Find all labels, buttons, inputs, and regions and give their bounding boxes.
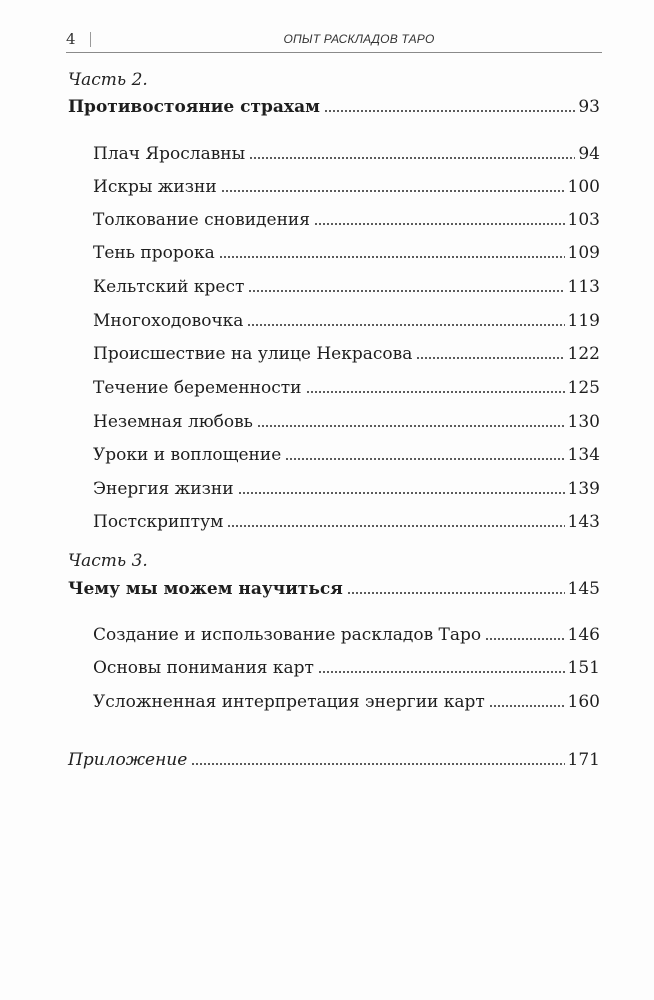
toc-entry[interactable] bbox=[93, 477, 600, 501]
dot-leader bbox=[318, 671, 565, 673]
dot-leader bbox=[191, 763, 564, 765]
dot-leader bbox=[485, 638, 564, 640]
toc-part-2-heading[interactable] bbox=[68, 95, 600, 119]
toc-entry-page: 94 bbox=[578, 144, 600, 164]
toc-entry[interactable] bbox=[93, 690, 600, 714]
toc-entry-page: 171 bbox=[567, 750, 600, 770]
toc-entry-title: Чему мы можем научиться bbox=[68, 579, 343, 599]
toc-entry-title: Неземная любовь bbox=[93, 412, 253, 432]
toc-entry[interactable] bbox=[93, 208, 600, 232]
dot-leader bbox=[221, 190, 565, 192]
toc-entry-page: 103 bbox=[567, 210, 600, 230]
toc-entry-page: 125 bbox=[567, 378, 600, 398]
toc-appendix[interactable] bbox=[68, 748, 600, 772]
page-number: 4 bbox=[66, 30, 76, 48]
dot-leader bbox=[489, 705, 565, 707]
toc-entry-title: Искры жизни bbox=[93, 177, 217, 197]
toc-entry-title: Плач Ярославны bbox=[93, 144, 246, 164]
toc-entry-page: 146 bbox=[567, 625, 600, 645]
toc-entry-page: 93 bbox=[578, 97, 600, 117]
toc-entry-title: Постскриптум bbox=[93, 512, 224, 532]
toc-entry-page: 109 bbox=[567, 243, 600, 263]
toc-part-3-heading[interactable] bbox=[68, 577, 600, 601]
dot-leader bbox=[306, 391, 565, 393]
toc-entry-title: Основы понимания карт bbox=[93, 658, 314, 678]
header-divider bbox=[90, 32, 91, 47]
toc-entry-page: 122 bbox=[567, 344, 600, 364]
part-2-label: Часть 2. bbox=[68, 70, 148, 90]
toc-entry-title: Тень пророка bbox=[93, 243, 215, 263]
toc-entry[interactable] bbox=[93, 410, 600, 434]
running-title: ОПЫТ РАСКЛАДОВ ТАРО bbox=[283, 32, 435, 46]
dot-leader bbox=[257, 425, 565, 427]
dot-leader bbox=[347, 592, 565, 594]
toc-entry-title: Энергия жизни bbox=[93, 479, 234, 499]
toc-entry-page: 139 bbox=[567, 479, 600, 499]
toc-entry-page: 151 bbox=[567, 658, 600, 678]
toc-entry-title: Толкование сновидения bbox=[93, 210, 310, 230]
toc-entry-page: 100 bbox=[567, 177, 600, 197]
toc-entry-page: 145 bbox=[567, 579, 600, 599]
dot-leader bbox=[219, 256, 565, 258]
toc-entry[interactable] bbox=[93, 623, 600, 647]
toc-entry[interactable] bbox=[93, 342, 600, 366]
toc-entry[interactable] bbox=[93, 656, 600, 680]
toc-entry-title: Уроки и воплощение bbox=[93, 445, 282, 465]
running-header bbox=[66, 30, 602, 53]
dot-leader bbox=[285, 458, 564, 460]
toc-entry-page: 160 bbox=[567, 692, 600, 712]
dot-leader bbox=[416, 357, 564, 359]
dot-leader bbox=[249, 157, 575, 159]
dot-leader bbox=[324, 110, 576, 112]
toc-entry[interactable] bbox=[93, 309, 600, 333]
toc-entry-title: Усложненная интерпретация энергии карт bbox=[93, 692, 485, 712]
dot-leader bbox=[248, 290, 564, 292]
toc-entry-page: 130 bbox=[567, 412, 600, 432]
toc-entry[interactable] bbox=[93, 241, 600, 265]
toc-entry-title: Приложение bbox=[68, 750, 188, 770]
dot-leader bbox=[227, 525, 564, 527]
toc-entry[interactable] bbox=[93, 443, 600, 467]
part-3-label: Часть 3. bbox=[68, 551, 148, 571]
toc-entry[interactable] bbox=[93, 175, 600, 199]
toc-entry[interactable] bbox=[93, 275, 600, 299]
toc-entry-title: Создание и использование раскладов Таро bbox=[93, 625, 482, 645]
toc-entry[interactable] bbox=[93, 142, 600, 166]
dot-leader bbox=[247, 324, 564, 326]
toc-entry[interactable] bbox=[93, 376, 600, 400]
toc-entry-page: 119 bbox=[567, 311, 600, 331]
toc-entry-page: 134 bbox=[567, 445, 600, 465]
toc-entry-title: Многоходовочка bbox=[93, 311, 244, 331]
toc-entry-page: 113 bbox=[567, 277, 600, 297]
dot-leader bbox=[238, 492, 565, 494]
toc-entry-title: Противостояние страхам bbox=[68, 97, 320, 117]
toc-entry-title: Происшествие на улице Некрасова bbox=[93, 344, 413, 364]
dot-leader bbox=[314, 223, 565, 225]
toc-entry-title: Кельтский крест bbox=[93, 277, 245, 297]
toc-entry[interactable] bbox=[93, 510, 600, 534]
toc-entry-page: 143 bbox=[567, 512, 600, 532]
toc-entry-title: Течение беременности bbox=[93, 378, 302, 398]
